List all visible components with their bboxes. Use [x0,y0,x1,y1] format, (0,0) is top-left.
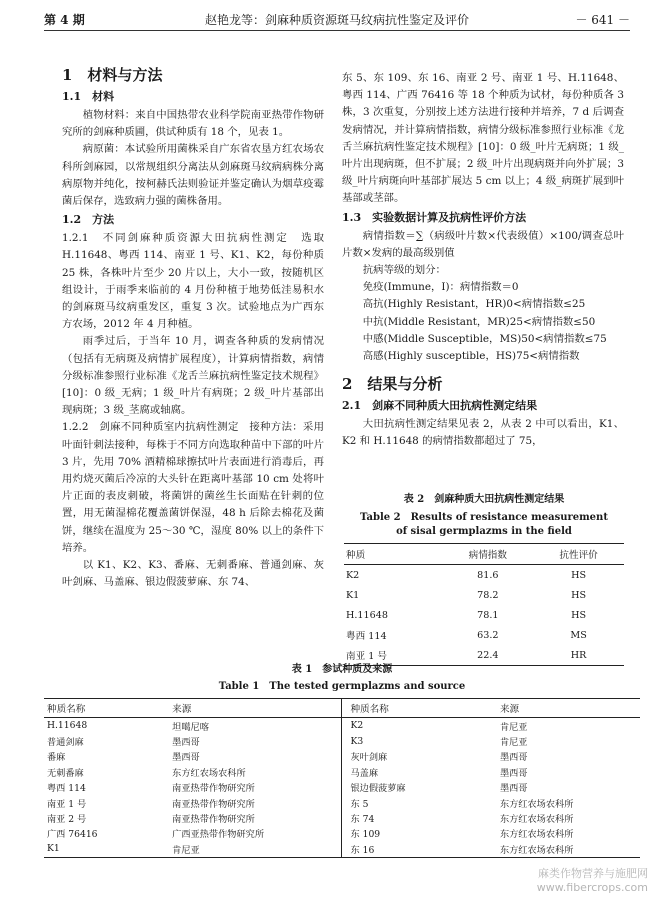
table-cell: 东方红农场农科所 [497,841,640,857]
table-cell: 东方红农场农科所 [499,829,574,841]
table-row [44,841,640,857]
table-cell: HS [571,589,587,601]
table-cell: 粤西 114 [47,783,86,795]
site-watermark [537,867,648,895]
column-header: 抗性评价 [533,544,624,565]
table-2 [344,490,624,666]
column-header: 病情指数 [442,544,533,565]
table-cell: H.11648 [47,720,88,732]
table-cell: 灰叶剑麻 [342,749,497,764]
table-cell: 银边假菠萝麻 [342,780,497,795]
pathogen-paragraph: 病原菌：本试验所用菌株采自广东省农垦方红农场农科所剑麻园，以常规组织分离法从剑麻斑马纹病病株分离病原物并纯化，按柯赫氏法则验证并鉴定确认为烟草疫霉菌后保存，选致病力强的菌株备用。 [62,143,324,208]
right-column [342,70,624,451]
table-cell: H.11648 [346,609,388,621]
column-header: 来源 [497,699,640,718]
table-cell: 坦噶尼喀 [172,721,209,733]
section-1-3-heading: 1.3 实验数据计算及抗病性评价方法 [342,210,527,224]
table-cell: 东 74 [342,810,497,825]
grade-middle-resistant: 中抗(Middle Resistant，MR)25<病情指数≤50 [362,315,596,328]
section-1-2-heading: 1.2 方法 [62,213,115,227]
table-cell: 63.2 [477,629,499,641]
table-row [44,733,640,748]
table-header-row [44,699,640,718]
left-column [62,62,324,591]
table-cell: 东 16 [342,841,497,857]
field-method-paragraph: 1.2.1 不同剑麻种质资源大田抗病性测定 选取 H.11648、粤西 114、南亚 1 号、K1、K2，每份种质 25 株，各株叶片至少 20 片以上，大小一致，按随机区组设计，于雨季来临前的 4 月份种植于地势低洼易积水的剑麻斑马纹病重发区，重复 3 次。试验地点为广西东方农场，2012 年 4 月种植。 [62,232,324,331]
page-header [44,8,630,31]
table-cell: 墨西哥 [499,783,528,795]
table-cell: 南亚 2 号 [47,814,87,826]
table-1 [44,660,640,858]
table-cell: 广西亚热带作物研究所 [172,829,265,841]
table-row [44,795,640,810]
section-2-1-heading: 2.1 剑麻不同种质大田抗病性测定结果 [342,399,538,413]
table-cell: 南亚热带作物研究所 [172,798,255,810]
section-1-1-heading: 1.1 材料 [62,90,115,103]
table-header-row [344,544,624,565]
table-cell: K1 [44,841,169,857]
resistance-grade-title: 抗病等级的划分： [362,264,446,277]
table-cell: K1 [346,589,360,601]
table-cell: 肯尼亚 [499,721,528,733]
grade-immune: 免疫(Immune，I)：病情指数＝0 [362,281,519,294]
table-1-grid [44,698,640,858]
results-paragraph: 大田抗病性测定结果见表 2，从表 2 中可以看出，K1、K2 和 H.11648 的病情指数都超过了 75， [342,418,624,448]
table-cell: HS [571,609,587,621]
table-cell: 马盖麻 [342,764,497,779]
table-cell: 东方红农场农科所 [499,798,574,810]
table-cell: 78.1 [477,609,499,621]
grade-middle-susceptible: 中感(Middle Susceptible，MS)50<病情指数≤75 [362,332,607,345]
table-2-caption-en-1: Table 2 Results of resistance measurement [360,512,608,523]
table-2-grid [344,543,624,666]
table-row [344,605,624,625]
table-cell: 南亚热带作物研究所 [172,814,255,826]
table-2-caption-en-2: of sisal germplazms in the field [396,526,572,537]
column-header: 种质名称 [342,699,497,718]
table-cell: 81.6 [477,569,499,581]
column-header: 种质名称 [44,699,169,718]
disease-index-formula: 病情指数＝∑（病级叶片数×代表级值）×100/调查总叶片数×发病的最高级别值 [342,229,624,259]
table-cell: K3 [342,733,497,748]
table-row [44,764,640,779]
section-2-heading: 2 结果与分析 [342,375,443,394]
issue-number: 第 4 期 [44,13,85,27]
table-cell: HS [571,569,587,581]
field-survey-paragraph: 雨季过后，于当年 10 月，调查各种质的发病情况（包括有无病斑及病情扩展程度），计算病情指数，病情分级标准参照行业标准《龙舌兰麻抗病性鉴定技术规程》[10]：0 级_无病；1 级_叶片有病斑；2 级_叶片基部出现病斑；3 级_茎腐或轴腐。 [62,335,324,417]
grade-highly-susceptible: 高感(Highly susceptible，HS)75<病情指数 [362,350,580,363]
page-number: － 641 － [575,13,630,27]
table-cell: 78.2 [477,589,499,601]
table-row [344,585,624,605]
table-cell: 墨西哥 [172,752,200,764]
materials-list-paragraph: 以 K1、K2、K3、番麻、无刺番麻、普通剑麻、灰叶剑麻、马盖麻、银边假菠萝麻、东 74、 [62,559,324,589]
indoor-method-paragraph: 1.2.2 剑麻不同种质室内抗病性测定 接种方法：采用叶面针刺法接种，每株于不同方向选取种苗中下部的叶片 3 片，先用 70% 酒精棉球擦拭叶片表面进行消毒后，再用灼烧灭菌后冷凉的大头针在距离叶基部 10 cm 处将叶片正面的表皮刺破，将菌饼的菌丝生长面贴在针刺的位置，用无菌湿棉花覆盖菌饼保湿，48 h 后除去棉花及菌饼，继续在温度为 25～30 ℃，湿度 80% 以上的条件下培养。 [62,421,324,554]
table-cell: 东 109 [342,826,497,841]
table-cell: 肯尼亚 [169,841,342,857]
table-row [344,565,624,586]
watermark-url: www.fibercrops.com [536,881,648,894]
table-row [44,749,640,764]
table-cell: 东方红农场农科所 [172,767,246,779]
table-cell: 墨西哥 [499,752,528,764]
table-cell: 东 5 [342,795,497,810]
column-header: 来源 [169,699,342,718]
table-cell: K2 [342,718,497,734]
table-row [44,826,640,841]
table-cell: K2 [346,569,360,581]
table-cell: 番麻 [47,752,66,764]
table-cell: 22.4 [442,645,533,666]
table-row [344,625,624,645]
table-cell: 无刺番麻 [47,767,84,779]
watermark-cn: 麻类作物营养与施肥网 [538,867,648,880]
running-title: 赵艳龙等：剑麻种质资源斑马纹病抗性鉴定及评价 [204,13,469,27]
table-1-caption-cn: 表 1 参试种质及来源 [291,664,393,675]
table-2-caption-cn: 表 2 剑麻种质大田抗病性测定结果 [403,494,565,505]
table-1-caption-en: Table 1 The tested germplazms and source [218,681,466,692]
table-cell: MS [570,629,587,641]
table-cell: 南亚 1 号 [47,798,87,810]
table-cell: 墨西哥 [172,737,200,749]
plant-material-paragraph: 植物材料：来自中国热带农业科学院南亚热带作物研究所的剑麻种质圃，供试种质有 18 个，见表 1。 [62,109,324,139]
table-cell: 南亚 1 号 [344,645,442,666]
grade-highly-resistant: 高抗(Highly Resistant，HR)0<病情指数≤25 [362,298,586,311]
table-cell: 广西 76416 [47,829,98,841]
table-cell: 墨西哥 [499,767,528,779]
table-row [44,810,640,825]
table-cell: 肯尼亚 [499,737,528,749]
section-1-heading: 1 材料与方法 [62,66,163,84]
table-cell: 南亚热带作物研究所 [172,783,255,795]
indoor-materials-paragraph: 东 5、东 109、东 16、南亚 2 号、南亚 1 号、H.11648、粤西 114、广西 76416 等 18 个种质为试材，每份种质各 3 株，3 次重复，分别按上述方法进行接种并培养，7 d 后调查发病情况，并计算病情指数，病情分级标准参照行业标准《龙舌兰麻抗病性鉴定技术规程》[10]：0 级_叶片无病斑；1 级_叶片出现病斑，但不扩展；2 级_叶片出现病斑并向外扩展；3 级_叶片病斑向叶基部扩展达 5 cm 以上；4 级_病斑扩展到叶基部或茎部。 [342,72,624,205]
table-cell: 东方红农场农科所 [499,814,574,826]
table-row [44,718,640,734]
column-header: 种质 [344,544,442,565]
table-cell: 粤西 114 [346,631,387,642]
table-cell: 普通剑麻 [47,737,84,749]
table-cell: HR [533,645,624,666]
table-row [44,780,640,795]
